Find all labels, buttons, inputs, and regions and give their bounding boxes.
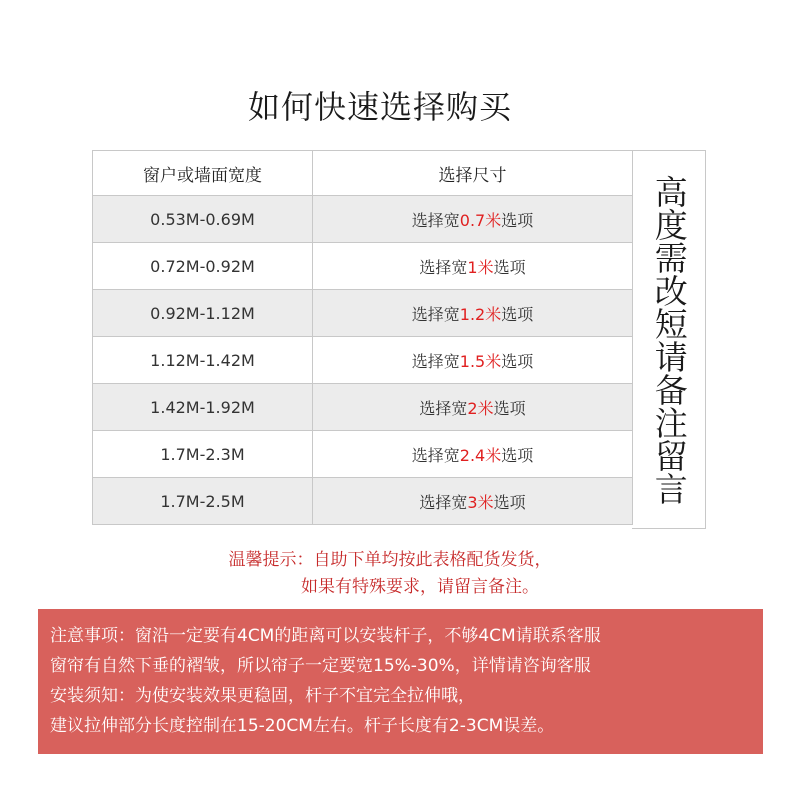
table-row [93,384,633,431]
size-suffix: 选项 [501,210,534,230]
size-option-cell [313,196,633,243]
size-suffix: 选项 [501,445,534,465]
size-suffix: 选项 [501,351,534,371]
width-range-cell: 1.42M-1.92M [93,384,313,431]
size-option-cell [313,290,633,337]
size-prefix: 选择宽 [411,445,460,465]
size-value: 1米 [467,257,494,277]
size-option-cell [313,337,633,384]
table-row [93,290,633,337]
table-row [93,431,633,478]
page-title: 如何快速选择购买 [247,88,512,126]
column-header-width: 窗户或墙面宽度 [93,151,313,196]
height-note: 高度需改短请备注留言 [632,150,706,529]
size-prefix: 选择宽 [411,210,460,230]
notice-line: 安装须知：为使安装效果更稳固，杆子不宜完全拉伸哦， [50,686,475,706]
size-prefix: 选择宽 [411,351,460,371]
size-prefix: 选择宽 [419,398,468,418]
column-header-size: 选择尺寸 [313,151,633,196]
notice-line: 注意事项：窗沿一定要有4CM的距离可以安装杆子，不够4CM请联系客服 [50,626,601,646]
table-row [93,478,633,525]
size-value: 1.5米 [459,351,502,371]
width-range-cell: 0.53M-0.69M [93,196,313,243]
width-range-cell: 0.92M-1.12M [93,290,313,337]
size-option-cell [313,384,633,431]
notice-box [38,609,763,754]
notice-line: 窗帘有自然下垂的褶皱，所以帘子一定要宽15%-30%，详情请咨询客服 [50,656,591,676]
size-option-cell [313,431,633,478]
size-value: 2米 [467,398,494,418]
size-value: 2.4米 [459,445,502,465]
table-row [93,196,633,243]
width-range-cell: 1.7M-2.3M [93,431,313,478]
size-table [92,150,633,525]
table-header-row [93,151,633,196]
size-suffix: 选项 [493,398,526,418]
width-range-cell: 1.12M-1.42M [93,337,313,384]
size-prefix: 选择宽 [411,304,460,324]
size-suffix: 选项 [493,492,526,512]
size-suffix: 选项 [493,257,526,277]
notice-line: 建议拉伸部分长度控制在15-20CM左右。杆子长度有2-3CM误差。 [50,716,555,736]
width-range-cell: 1.7M-2.5M [93,478,313,525]
tip-line-1: 温馨提示：自助下单均按此表格配货发货， [228,550,552,570]
size-value: 3米 [467,492,494,512]
size-value: 0.7米 [459,210,502,230]
size-option-cell [313,243,633,290]
width-range-cell: 0.72M-0.92M [93,243,313,290]
size-option-cell [313,478,633,525]
size-prefix: 选择宽 [419,257,468,277]
size-suffix: 选项 [501,304,534,324]
table-row [93,243,633,290]
size-prefix: 选择宽 [419,492,468,512]
tip-line-2: 如果有特殊要求，请留言备注。 [301,577,539,597]
size-value: 1.2米 [459,304,502,324]
table-row [93,337,633,384]
